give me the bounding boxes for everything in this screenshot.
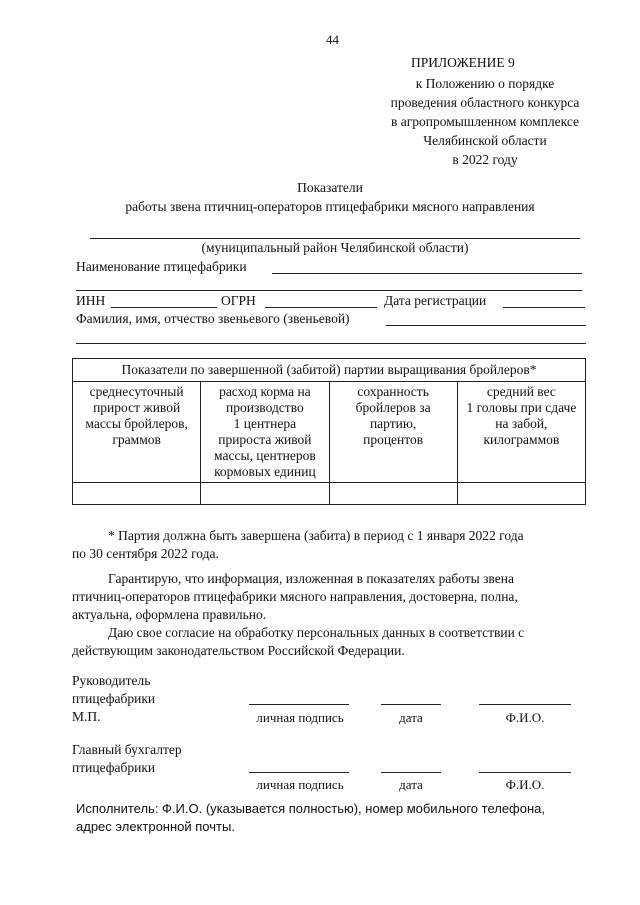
column-text: килограммов [483, 432, 560, 447]
ogrn-field[interactable] [265, 307, 377, 308]
guarantee-line2: птичниц-операторов птицефабрики мясного направления, достоверна, полна, [72, 589, 518, 604]
table-cell[interactable] [73, 483, 201, 505]
head-signature-caption: личная подпись [256, 710, 344, 725]
column-text: граммов [112, 432, 161, 447]
column-text: 1 центнера [233, 416, 297, 431]
head-name-field[interactable] [479, 704, 571, 705]
table-header-row [73, 359, 586, 382]
column-text: среднесуточный [89, 384, 184, 399]
column-text: массы бройлеров, [85, 416, 188, 431]
footnote-line2: по 30 сентября 2022 года. [72, 546, 219, 561]
indicators-table [72, 358, 586, 505]
table-cell[interactable] [457, 483, 585, 505]
column-survival [329, 382, 457, 483]
table-column-row [73, 382, 586, 483]
factory-name-field-extra[interactable] [76, 290, 582, 291]
page-number: 44 [326, 32, 339, 47]
inn-label: ИНН [76, 293, 106, 308]
column-text: массы, центнеров [214, 448, 316, 463]
factory-name-field[interactable] [272, 273, 582, 274]
appendix-line: Челябинской области [423, 133, 547, 148]
table-row [73, 483, 586, 505]
consent-line1: Даю свое согласие на обработку персональных данных в соответствии с [108, 625, 525, 640]
accountant-signature-field[interactable] [249, 772, 349, 773]
column-text: расход корма на [219, 384, 311, 399]
appendix-text [360, 74, 610, 169]
accountant-signature-caption: личная подпись [256, 777, 344, 792]
column-text: прирост живой [93, 400, 181, 415]
column-text: на забой, [495, 416, 548, 431]
appendix-line: в 2022 году [452, 152, 518, 167]
district-field-line[interactable] [90, 238, 580, 239]
head-date-caption: дата [399, 710, 423, 725]
leader-name-label: Фамилия, имя, отчество звеньевого (звеньевой) [76, 311, 350, 326]
stamp-label: М.П. [72, 709, 101, 724]
appendix-line: в агропромышленном комплексе [390, 114, 580, 129]
column-text: средний вес [486, 384, 556, 399]
column-text: бройлеров за [355, 400, 431, 415]
table-cell[interactable] [329, 483, 457, 505]
column-avg-weight [457, 382, 585, 483]
head-signature-field[interactable] [249, 704, 349, 705]
inn-field[interactable] [111, 307, 217, 308]
head-name-caption: Ф.И.О. [505, 710, 545, 725]
accountant-name-field[interactable] [479, 772, 571, 773]
appendix-line: к Положению о порядке [415, 76, 555, 91]
guarantee-line3: актуальна, оформлена правильно. [72, 607, 267, 622]
leader-name-field-extra[interactable] [76, 343, 586, 344]
column-text: прироста живой [218, 432, 312, 447]
column-text: партию, [369, 416, 417, 431]
executor-line2: адрес электронной почты. [76, 819, 235, 834]
accountant-date-field[interactable] [381, 772, 441, 773]
leader-name-field[interactable] [386, 325, 586, 326]
heading-subtitle: работы звена птичниц-операторов птицефабрики мясного направления [125, 199, 535, 214]
ogrn-label: ОГРН [221, 293, 256, 308]
guarantee-line1: Гарантирую, что информация, изложенная в показателях работы звена [108, 571, 514, 586]
factory-name-label: Наименование птицефабрики [76, 259, 247, 274]
appendix-line: проведения областного конкурса [390, 95, 580, 110]
footnote-line1: * Партия должна быть завершена (забита) в период с 1 января 2022 года [108, 528, 524, 543]
executor-line1: Исполнитель: Ф.И.О. (указывается полностью), номер мобильного телефона, [76, 801, 546, 816]
heading-title: Показатели [297, 180, 363, 195]
table-cell[interactable] [201, 483, 329, 505]
accountant-date-caption: дата [399, 777, 423, 792]
column-text: производство [226, 400, 304, 415]
accountant-title-line1: Главный бухгалтер [72, 742, 182, 757]
table-header: Показатели по завершенной (забитой) партии выращивания бройлеров* [73, 359, 586, 382]
column-daily-gain [73, 382, 201, 483]
head-date-field[interactable] [381, 704, 441, 705]
district-caption: (муниципальный район Челябинской области) [201, 240, 469, 255]
head-title-line1: Руководитель [72, 673, 151, 688]
accountant-title-line2: птицефабрики [72, 760, 156, 775]
column-text: кормовых единиц [214, 464, 316, 479]
head-title-line2: птицефабрики [72, 691, 156, 706]
column-text: процентов [363, 432, 424, 447]
registration-date-label: Дата регистрации [384, 293, 487, 308]
registration-date-field[interactable] [503, 307, 585, 308]
appendix-title: ПРИЛОЖЕНИЕ 9 [411, 55, 515, 70]
column-text: сохранность [357, 384, 429, 399]
consent-line2: действующим законодательством Российской Федерации. [72, 643, 405, 658]
column-text: 1 головы при сдаче [466, 400, 577, 415]
accountant-name-caption: Ф.И.О. [505, 777, 545, 792]
column-feed-consumption [201, 382, 329, 483]
